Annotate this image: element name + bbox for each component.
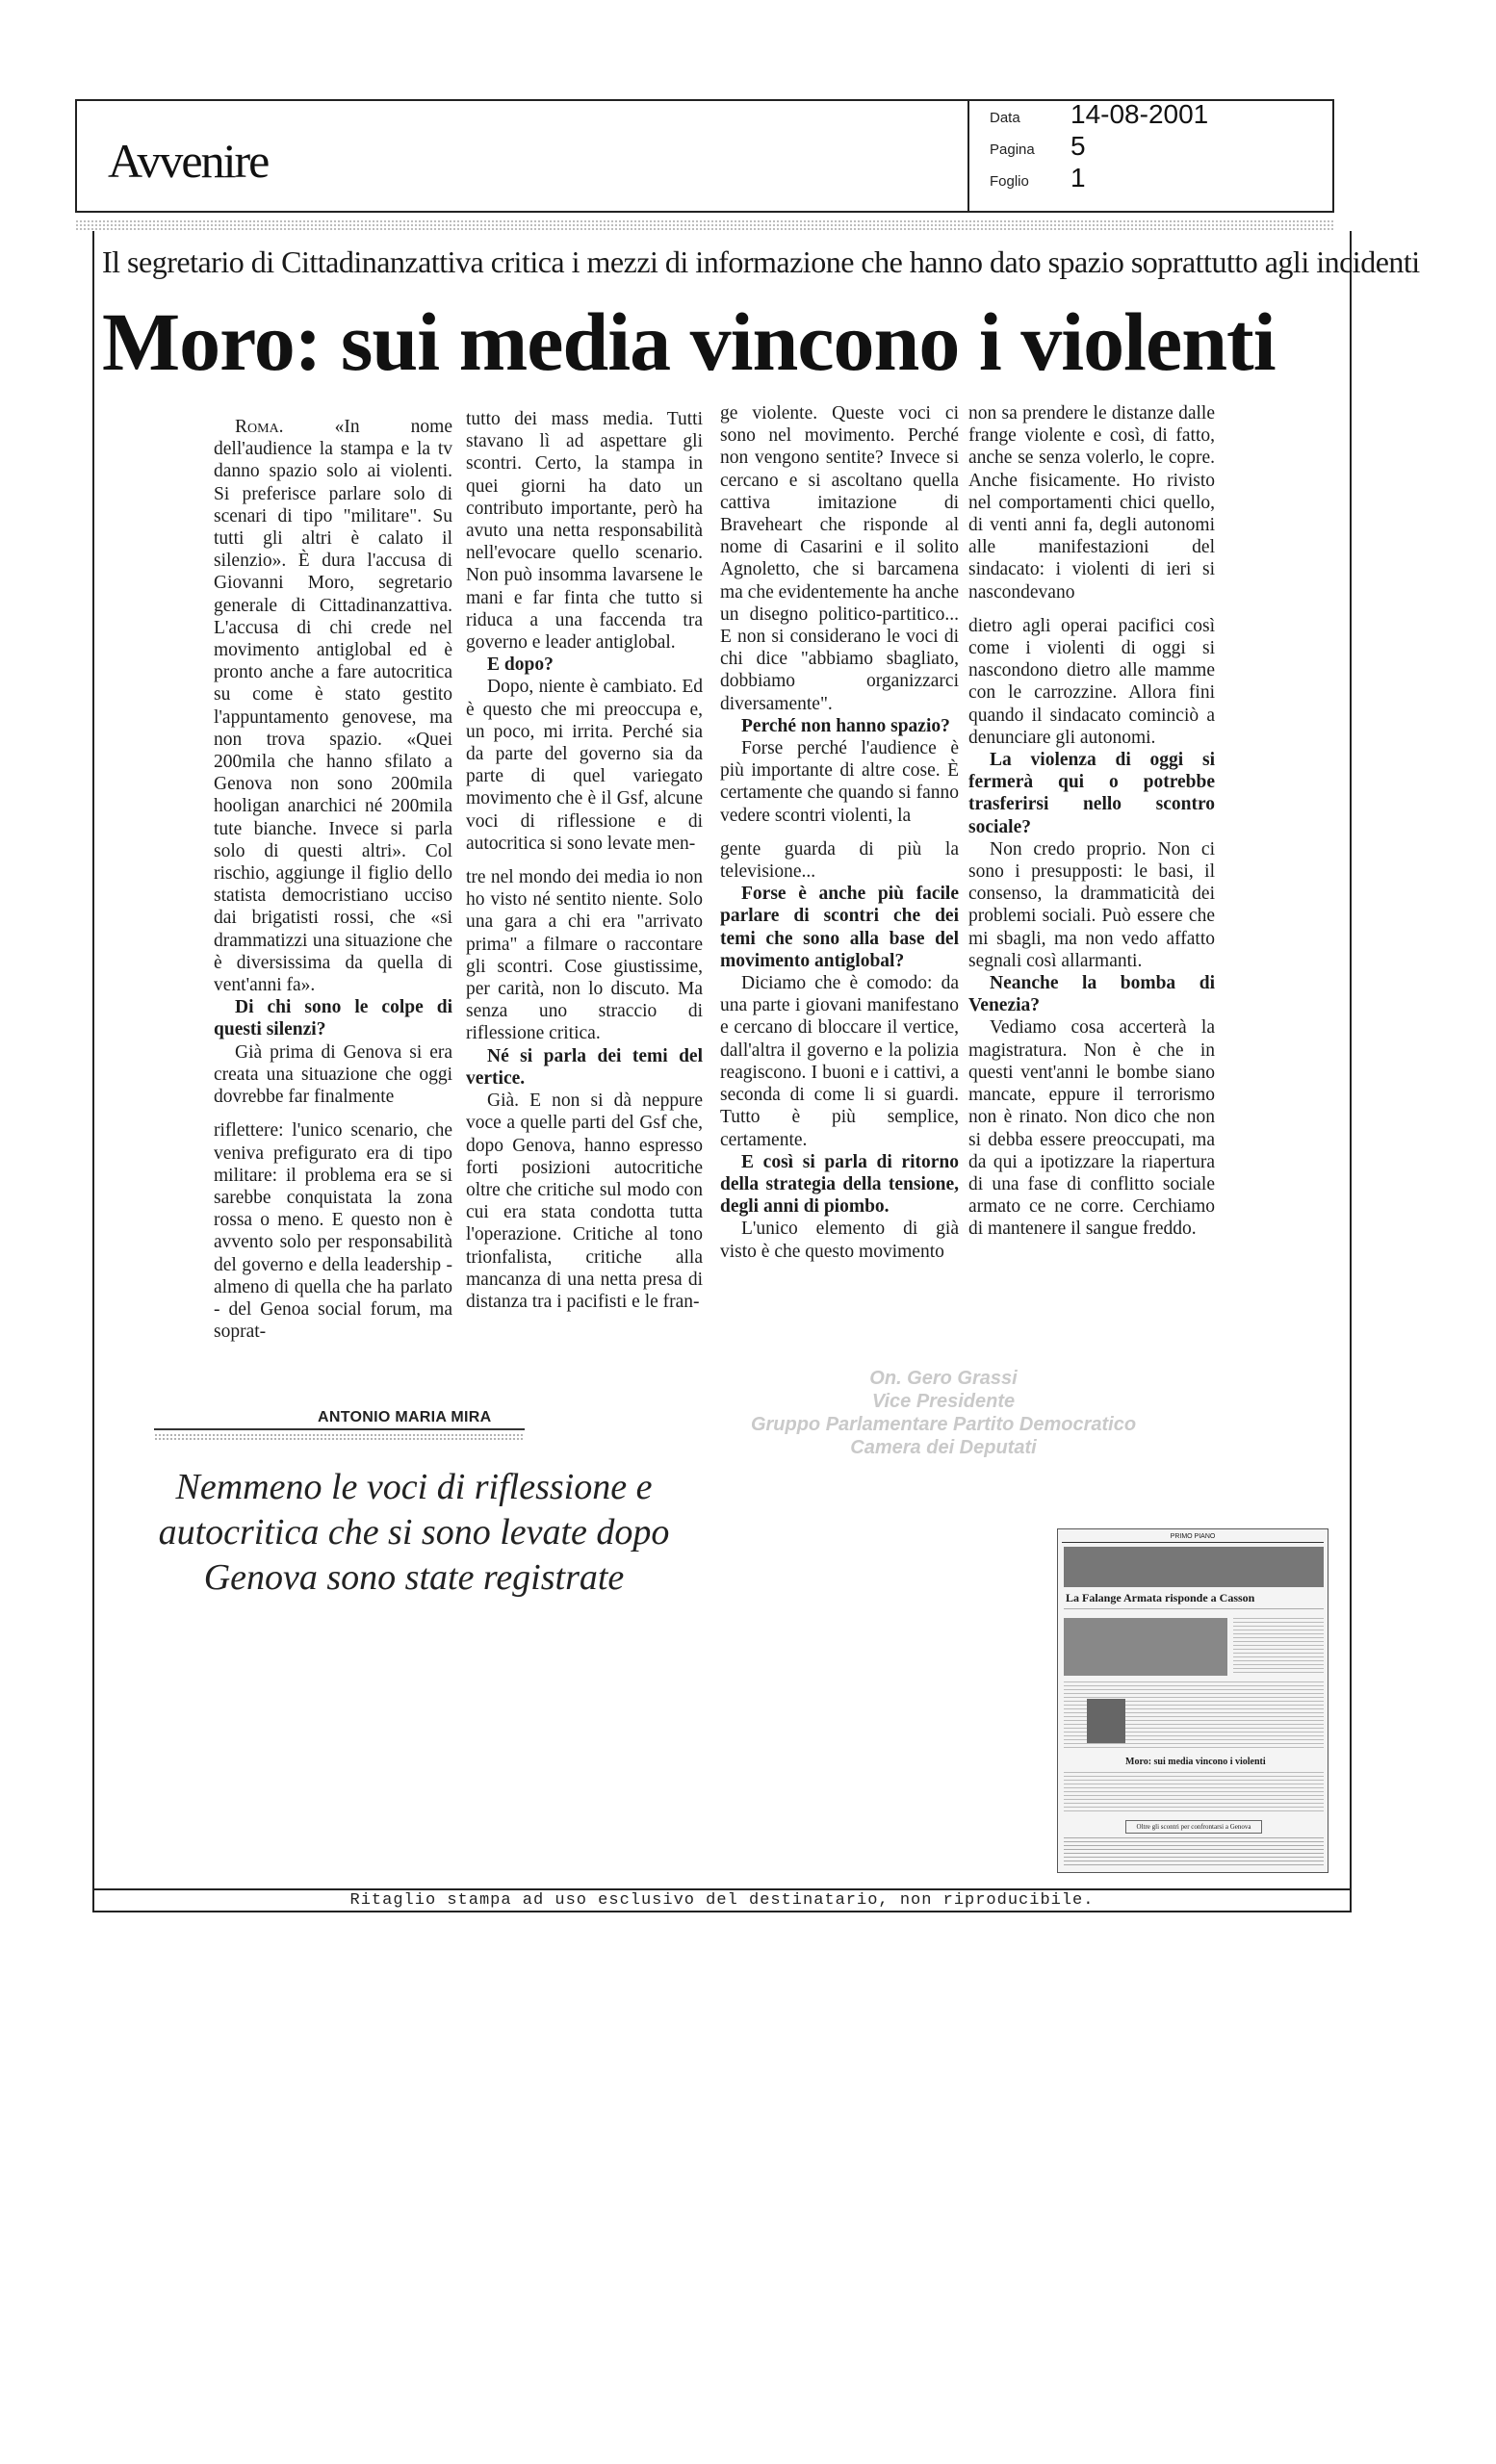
dateline: Roma. — [235, 417, 284, 437]
pull-quote: Nemmeno le voci di riflessione e autocritica che si sono levate dopo Genova sono state registrate — [158, 1467, 670, 1598]
thumbnail-title-3: Oltre gli scontri per confrontarsi a Genova — [1125, 1820, 1262, 1834]
paragraph: tre nel mondo dei media io non ho visto né sentito niente. Solo una gara a chi era "arrivato prima" a filmare o raccontare gli scontri. Cose giustissime, per carità, non lo discuto. Ma senza uno straccio di riflessione critica. — [466, 867, 703, 1044]
interview-question: Né si parla dei temi del vertice. — [466, 1045, 703, 1089]
byline-rule — [154, 1428, 525, 1430]
article-column-2 — [466, 408, 703, 1313]
page-thumbnail — [1057, 1528, 1328, 1873]
interview-question: E così si parla di ritorno della strategia della tensione, degli anni di piombo. — [720, 1151, 959, 1218]
paragraph: Vediamo cosa accerterà la magistratura. Non è che in questi vent'anni le bombe siano mancate, eppure il terrorismo non è rinato. Non dico che non si debba essere preoccupati, ma da qui a ipotizzare la riapertura di una fase di conflitto sociale armato ce ne corre. Cerchiamo di mantenere il sangue freddo. — [968, 1017, 1215, 1240]
paragraph: L'unico elemento di già visto è che questo movimento — [720, 1219, 959, 1262]
sheet-label: Foglio — [990, 173, 1029, 190]
newspaper-logo: Avvenire — [108, 134, 269, 188]
thumbnail-portrait — [1087, 1699, 1125, 1743]
stamp-line: On. Gero Grassi — [869, 1368, 1018, 1389]
thumbnail-text-block — [1233, 1618, 1324, 1676]
paragraph: tutto dei mass media. Tutti stavano lì ad aspettare gli scontri. Certo, la stampa in quei giorni ha dato un contributo importante, però ha avuto una netta responsabilità nell'evocare quello scenario. Non può insomma lavarsene le mani e far finta che tutto si riduca a una faccenda tra governo e leader antiglobal. — [466, 409, 703, 654]
dotted-strip — [75, 219, 1334, 231]
lead-text: «In nome dell'audience la stampa e la tv danno spazio solo ai violenti. Si preferisce parlare solo di scenari di tipo "militare". Su tutti gli altri è calato il silenzio». È dura l'accusa di Giovanni Moro, segretario generale di Cittadinanzattiva. L'accusa di chi crede nel movimento antiglobal ed è pronto anche a fare autocritica su come è stato gestito l'appuntamento genovese, ma non trova spazio. «Quei 200mila che hanno sfilato a Genova non sono 200mila hooligan anarchici né 200mila tute bianche. Invece si parla solo di questi altri». Col rischio, aggiunge il figlio dello statista democristiano ucciso dai brigatisti rossi, che «si drammatizzi una situazione che è diversissima da quella di vent'anni fa». — [214, 417, 452, 996]
thumbnail-rule — [1064, 1608, 1324, 1613]
stamp-line: Vice Presidente — [871, 1391, 1016, 1412]
paragraph — [214, 416, 452, 996]
paragraph: gente guarda di più la televisione... — [720, 838, 959, 883]
header-divider — [967, 99, 969, 213]
article-column-1 — [214, 416, 452, 1343]
paragraph: riflettere: l'unico scenario, che veniva prefigurato era di tipo militare: il problema era se si sarebbe conquistata la zona rossa o meno. E questo non è avvento solo per responsabilità del governo e della leadership - almeno di quella che ha parlato - del Genoa social forum, ma soprat- — [214, 1120, 452, 1343]
thumbnail-title-1: La Falange Armata risponde a Casson — [1066, 1591, 1255, 1604]
page-label: Pagina — [990, 141, 1035, 158]
paragraph: Già. E non si dà neppure voce a quelle parti del Gsf che, dopo Genova, hanno espresso forti posizioni autocritiche oltre che critiche sul modo con cui era stata condotta tutta l'operazione. Critiche al tono trionfalista, critiche alla mancanza di una netta presa di distanza tra i pacifisti e le fran- — [466, 1091, 703, 1312]
stamp-line: Gruppo Parlamentare Partito Democratico — [750, 1414, 1137, 1435]
thumbnail-text-block — [1064, 1837, 1324, 1868]
paragraph: Dopo, niente è cambiato. Ed è questo che mi preoccupa e, un poco, mi irrita. Perché sia da parte del governo sia da parte di quel variegato movimento che è il Gsf, alcune voci di riflessione e di autocritica si sono levate men- — [466, 677, 703, 854]
thumbnail-section: PRIMO PIANO — [1062, 1532, 1324, 1543]
date-label: Data — [990, 110, 1020, 126]
byline-dots — [154, 1433, 525, 1441]
column-gap — [968, 603, 1215, 615]
thumbnail-photo-top — [1064, 1547, 1324, 1587]
thumbnail-text-block — [1064, 1772, 1324, 1814]
interview-question: Neanche la bomba di Venezia? — [968, 973, 1215, 1016]
interview-question: Perché non hanno spazio? — [741, 715, 950, 736]
article-byline: ANTONIO MARIA MIRA — [318, 1409, 492, 1425]
paragraph: Non credo proprio. Non ci sono i presupposti: le basi, il consenso, la drammaticità dei problemi sociali. Può essere che mi sbagli, ma non vedo affatto segnali così allarmanti. — [968, 838, 1215, 971]
footer-notice: Ritaglio stampa ad uso esclusivo del destinatario, non riproducibile. — [349, 1891, 1095, 1910]
interview-question: E dopo? — [487, 654, 554, 676]
paragraph: Già prima di Genova si era creata una situazione che oggi dovrebbe far finalmente — [214, 1041, 452, 1108]
column-gap — [214, 1108, 452, 1119]
thumbnail-photo-main — [1064, 1618, 1227, 1676]
interview-question: La violenza di oggi si fermerà qui o potrebbe trasferirsi nello scontro sociale? — [968, 750, 1215, 837]
paragraph: non sa prendere le distanze dalle frange violente e così, di fatto, anche se senza volerlo, le copre. Anche fisicamente. Ho rivisto nel comportamenti chici quello, di venti anni fa, degli autonomi alle manifestazioni del sindacato: i violenti di ieri si nascondevano — [968, 403, 1215, 603]
paragraph: Forse perché l'audience è più importante di altre cose. È certamente che quando si fanno vedere scontri violenti, la — [720, 738, 959, 826]
date-value: 14-08-2001 — [1070, 99, 1209, 129]
article-kicker: Il segretario di Cittadinanzattiva critica i mezzi di informazione che hanno dato spazio soprattutto agli incidenti — [102, 244, 1420, 279]
column-gap — [720, 827, 959, 838]
article-column-3 — [720, 402, 959, 1263]
paragraph: Diciamo che è comodo: da una parte i giovani manifestano e cercano di bloccare il vertice, dall'altra il governo e la polizia reagiscono. I buoni e i cattivi, a seconda di come li si guardi. Tutto è più semplice, certamente. — [720, 973, 959, 1150]
paragraph: dietro agli operai pacifici così come i violenti di oggi si nascondono dietro alle mamme con le carrozzine. Allora fini quando il sindacato cominciò a denunciare gli autonomi. — [968, 615, 1215, 748]
faded-stamp — [693, 1367, 1194, 1459]
page-value: 5 — [1070, 131, 1086, 161]
interview-question: Forse è anche più facile parlare di scontri che dei temi che sono alla base del movimento antiglobal? — [720, 884, 959, 971]
interview-question: Di chi sono le colpe di questi silenzi? — [214, 997, 452, 1040]
paragraph: ge violente. Queste voci ci sono nel movimento. Perché non vengono sentite? Invece si cercano e si ascoltano quella cattiva imitazione di Braveheart che risponde al nome di Casarini e il solito Agnoletto, che si barcamena ma che evidentemente ha anche un disegno politico-partitico... E non si considerano le voci di chi dice "abbiamo sbagliato, dobbiamo organizzarci diversamente". — [720, 403, 959, 714]
column-gap — [466, 855, 703, 866]
stamp-line: Camera dei Deputati — [850, 1437, 1037, 1458]
article-headline: Moro: sui media vincono i violenti — [102, 295, 1276, 388]
sheet-value: 1 — [1070, 163, 1086, 192]
article-column-4 — [968, 402, 1215, 1241]
thumbnail-title-2: Moro: sui media vincono i violenti — [1125, 1757, 1266, 1767]
